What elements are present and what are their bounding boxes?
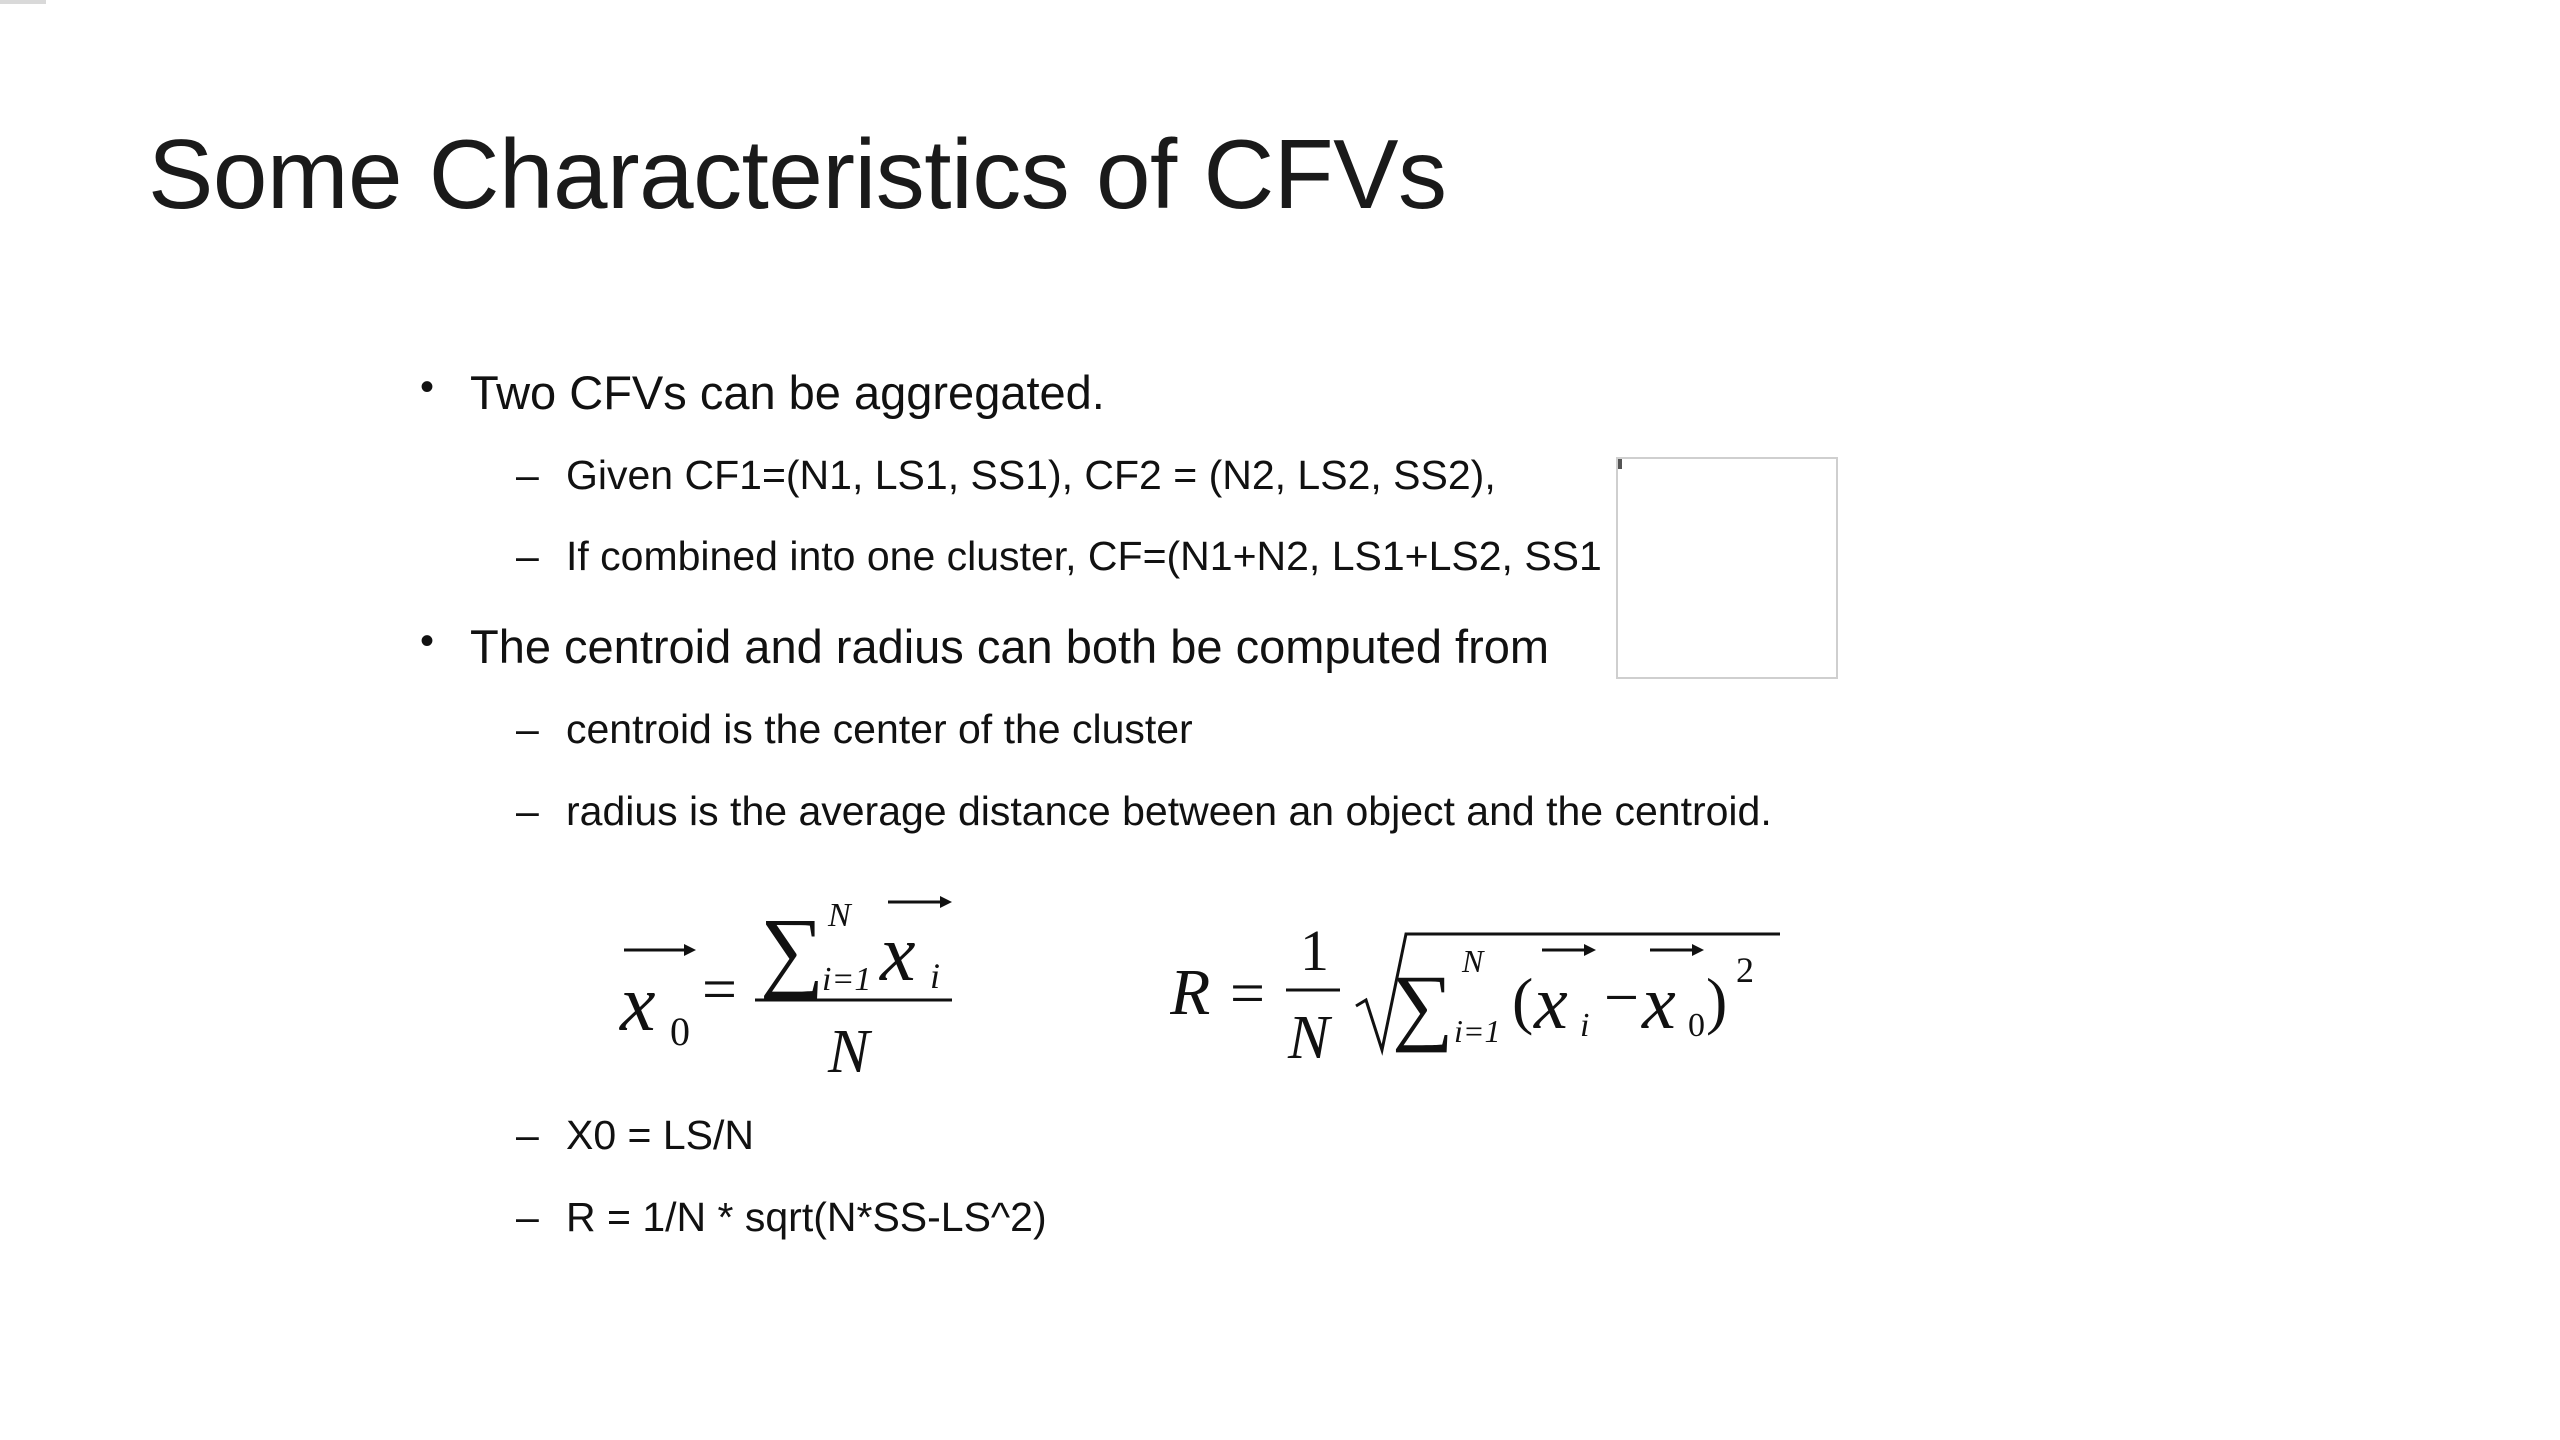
bullet-text: Two CFVs can be aggregated. [470,366,1105,419]
sum-upper: N [1462,943,1484,979]
open-paren: ( [1512,965,1534,1036]
minus-sign: − [1604,964,1639,1032]
bullet-text: The centroid and radius can both be computed from [470,620,1550,673]
sum-symbol: ∑ [1392,957,1454,1053]
formula-radius [1170,910,1790,1095]
bullet-marker: • [420,365,435,409]
lhs-r: R [1170,956,1211,1029]
sub-bullet-text: If combined into one cluster, CF=(N1+N2, LS1+LS2, SS1 [566,533,1602,579]
equals-sign: = [702,956,737,1024]
denominator: N [828,1018,870,1086]
dash-marker: – [516,452,539,498]
sub-bullet-text: centroid is the center of the cluster [566,706,1193,752]
formula-centroid-svg [610,880,970,1090]
bullet-marker: • [420,619,435,663]
formula-radius-svg [1170,910,1790,1090]
sum-lower: i=1 [1454,1013,1501,1049]
term-sub: i [930,956,941,996]
term1-sub: i [1580,1007,1590,1044]
sum-upper: N [828,897,851,934]
sub-bullet-text: Given CF1=(N1, LS1, SS1), CF2 = (N2, LS2, SS2), [566,452,1496,498]
sum-symbol: ∑ [760,901,825,1000]
close-paren: ) [1706,965,1728,1036]
term2-x: x [1642,961,1676,1045]
equals-sign: = [1230,960,1265,1028]
sub-bullet-text: X0 = LS/N [566,1112,755,1158]
exponent: 2 [1736,950,1754,990]
fraction-denominator: N [1288,1004,1330,1072]
overlay-blank-box [1616,457,1838,679]
dash-marker: – [516,788,539,834]
sub-bullet-text: R = 1/N * sqrt(N*SS-LS^2) [566,1194,1047,1240]
fraction-numerator: 1 [1300,918,1329,983]
sum-lower: i=1 [822,961,872,998]
dash-marker: – [516,1112,539,1158]
dash-marker: – [516,533,539,579]
sub-bullet-text: radius is the average distance between an object and the centroid. [566,788,1772,834]
dash-marker: – [516,706,539,752]
term1-x: x [1534,961,1568,1045]
term2-sub: 0 [1688,1007,1705,1044]
lhs-x: x [620,960,656,1048]
lhs-sub: 0 [670,1009,690,1054]
dash-marker: – [516,1194,539,1240]
slide-title: Some Characteristics of CFVs [148,119,1447,229]
corner-mark [0,0,46,4]
term-x: x [880,910,916,998]
box-corner-tick [1618,459,1622,469]
formula-centroid [610,880,970,1095]
